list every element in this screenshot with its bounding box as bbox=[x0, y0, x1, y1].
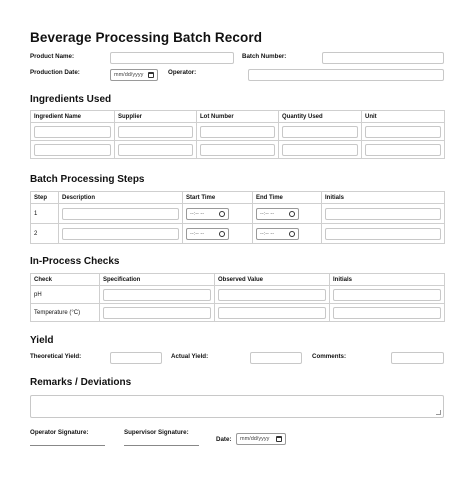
product-name-input[interactable] bbox=[110, 52, 234, 64]
end-time-input[interactable] bbox=[256, 208, 299, 220]
table-row bbox=[31, 286, 445, 304]
signature-date-input[interactable] bbox=[236, 433, 286, 445]
check-initials-input[interactable] bbox=[333, 307, 441, 319]
checks-table bbox=[30, 273, 445, 322]
production-date-label: Production Date: bbox=[30, 69, 80, 76]
observed-value-input[interactable] bbox=[218, 307, 326, 319]
quantity-input[interactable] bbox=[282, 144, 358, 156]
lot-number-input[interactable] bbox=[200, 126, 275, 138]
table-row bbox=[31, 141, 445, 159]
checks-header-row bbox=[31, 274, 445, 286]
batch-number-input[interactable] bbox=[322, 52, 444, 64]
operator-input[interactable] bbox=[248, 69, 444, 81]
ingredient-name-input[interactable] bbox=[34, 126, 111, 138]
end-time-placeholder: --:-- -- bbox=[260, 230, 275, 237]
steps-col-end: End Time bbox=[253, 192, 322, 204]
clock-icon[interactable] bbox=[289, 211, 295, 217]
steps-col-step: Step bbox=[31, 192, 59, 204]
specification-input[interactable] bbox=[103, 289, 211, 301]
clock-icon[interactable] bbox=[219, 211, 225, 217]
step-initials-input[interactable] bbox=[325, 228, 441, 240]
actual-yield-input[interactable] bbox=[250, 352, 302, 364]
calendar-icon[interactable] bbox=[276, 436, 282, 442]
product-name-label: Product Name: bbox=[30, 53, 75, 60]
steps-col-description: Description bbox=[59, 192, 183, 204]
step-description-input[interactable] bbox=[62, 228, 179, 240]
comments-input[interactable] bbox=[391, 352, 444, 364]
actual-yield-label: Actual Yield: bbox=[171, 353, 209, 360]
table-row bbox=[31, 224, 445, 244]
signature-date-label: Date: bbox=[216, 436, 232, 443]
steps-heading: Batch Processing Steps bbox=[30, 174, 145, 185]
remarks-heading: Remarks / Deviations bbox=[30, 377, 132, 388]
step-number: 2 bbox=[31, 224, 59, 244]
yield-heading: Yield bbox=[30, 335, 54, 346]
batch-number-label: Batch Number: bbox=[242, 53, 287, 60]
steps-col-start: Start Time bbox=[183, 192, 253, 204]
table-row bbox=[31, 204, 445, 224]
start-time-input[interactable] bbox=[186, 228, 229, 240]
ingredients-col-supplier: Supplier bbox=[115, 111, 197, 123]
comments-label: Comments: bbox=[312, 353, 347, 360]
theoretical-yield-label: Theoretical Yield: bbox=[30, 353, 82, 360]
supervisor-signature-line[interactable] bbox=[124, 445, 199, 446]
check-initials-input[interactable] bbox=[333, 289, 441, 301]
ingredients-col-name: Ingredient Name bbox=[31, 111, 115, 123]
step-number: 1 bbox=[31, 204, 59, 224]
calendar-icon[interactable] bbox=[148, 72, 154, 78]
start-time-placeholder: --:-- -- bbox=[190, 230, 205, 237]
checks-col-observed: Observed Value bbox=[215, 274, 330, 286]
theoretical-yield-input[interactable] bbox=[110, 352, 162, 364]
page-title: Beverage Processing Batch Record bbox=[30, 30, 263, 45]
step-initials-input[interactable] bbox=[325, 208, 441, 220]
operator-signature-label: Operator Signature: bbox=[30, 429, 89, 436]
supplier-input[interactable] bbox=[118, 126, 193, 138]
steps-table bbox=[30, 191, 445, 244]
unit-input[interactable] bbox=[365, 144, 441, 156]
observed-value-input[interactable] bbox=[218, 289, 326, 301]
check-name: Temperature (°C) bbox=[31, 304, 100, 322]
unit-input[interactable] bbox=[365, 126, 441, 138]
remarks-textarea[interactable] bbox=[30, 395, 444, 418]
steps-header-row bbox=[31, 192, 445, 204]
production-date-input[interactable] bbox=[110, 69, 158, 81]
table-row bbox=[31, 123, 445, 141]
ingredients-table bbox=[30, 110, 445, 159]
clock-icon[interactable] bbox=[289, 231, 295, 237]
checks-col-check: Check bbox=[31, 274, 100, 286]
resize-handle-icon[interactable] bbox=[436, 410, 441, 415]
ingredient-name-input[interactable] bbox=[34, 144, 111, 156]
steps-col-initials: Initials bbox=[322, 192, 445, 204]
supervisor-signature-label: Supervisor Signature: bbox=[124, 429, 189, 436]
end-time-placeholder: --:-- -- bbox=[260, 210, 275, 217]
step-description-input[interactable] bbox=[62, 208, 179, 220]
start-time-placeholder: --:-- -- bbox=[190, 210, 205, 217]
signature-date-placeholder: mm/dd/yyyy bbox=[240, 436, 270, 442]
ingredients-heading: Ingredients Used bbox=[30, 94, 112, 105]
table-row bbox=[31, 304, 445, 322]
ingredients-col-unit: Unit bbox=[362, 111, 445, 123]
ingredients-col-quantity: Quantity Used bbox=[279, 111, 362, 123]
checks-heading: In-Process Checks bbox=[30, 256, 120, 267]
ingredients-col-lot: Lot Number bbox=[197, 111, 279, 123]
quantity-input[interactable] bbox=[282, 126, 358, 138]
check-name: pH bbox=[31, 286, 100, 304]
operator-label: Operator: bbox=[168, 69, 197, 76]
end-time-input[interactable] bbox=[256, 228, 299, 240]
operator-signature-line[interactable] bbox=[30, 445, 105, 446]
lot-number-input[interactable] bbox=[200, 144, 275, 156]
supplier-input[interactable] bbox=[118, 144, 193, 156]
start-time-input[interactable] bbox=[186, 208, 229, 220]
checks-col-initials: Initials bbox=[330, 274, 445, 286]
checks-col-specification: Specification bbox=[100, 274, 215, 286]
ingredients-header-row bbox=[31, 111, 445, 123]
production-date-placeholder: mm/dd/yyyy bbox=[114, 72, 144, 78]
specification-input[interactable] bbox=[103, 307, 211, 319]
clock-icon[interactable] bbox=[219, 231, 225, 237]
